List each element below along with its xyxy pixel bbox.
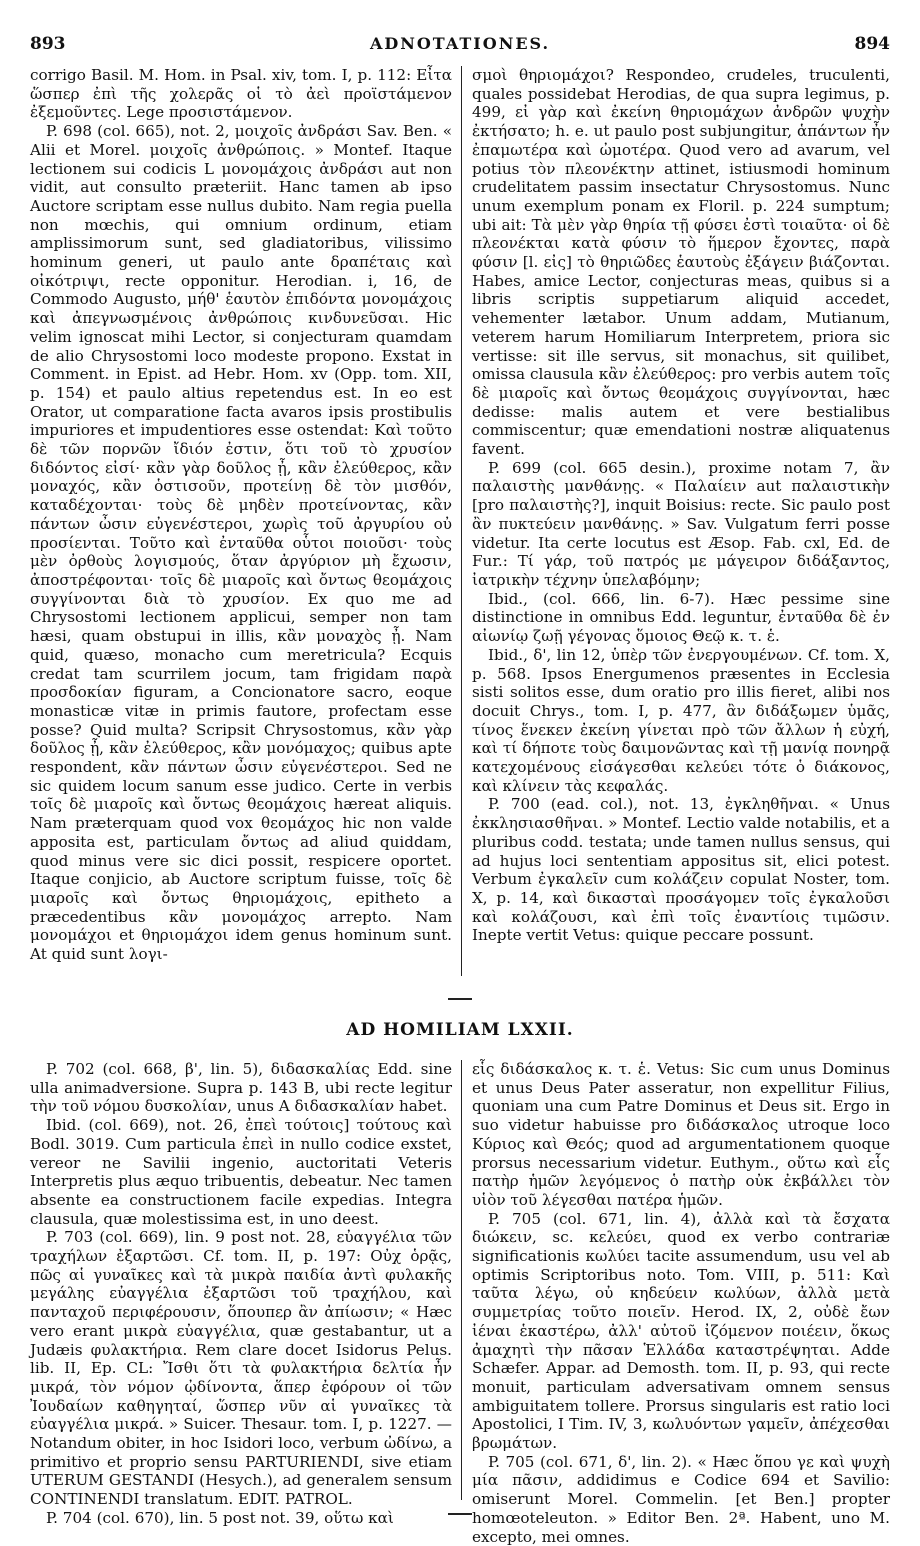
paragraph: P. 700 (ead. col.), not. 13, ἐγκληθῆναι. « Unus ἐκκλησιασθῆναι. » Montef. Lectio valde notabilis, et a pluribus codd. testata; unde tamen nullus sensus, qui ad hujus loci sententiam appositus sit, elici potest. Verbum ἐγκαλεῖν cum κολάζειν copulat Noster, tom. X, p. 14, καὶ δικασταὶ προσάγομεν τοῖς ἐγκαλοῦσι καὶ κολάζουσι, καὶ ἐπὶ τοῖς ἐναντίοις τιμῶσιν. Inepte vertit Vetus: quique peccare possunt. bbox=[472, 795, 890, 945]
paragraph: P. 699 (col. 665 desin.), proxime notam 7, ἂν παλαιστὴς μανθάνῃς. « Παλαίειν aut παλαιστικὴν [pro παλαιστὴς?], inquit Boisius: recte. Sic paulo post ἂν πυκτεύειν μανθάνῃς. » Sav. Vulgatum ferri posse videtur. Ita certe locutus est Æsop. Fab. cxl, Ed. de Fur.: Τί γάρ, τοῦ πατρός με μάγειρον διδάξαντος, ἰατρικὴν τέχνην ὑπελαβόμην; bbox=[472, 458, 890, 589]
paragraph: σμοὶ θηριομάχοι? Respondeo, crudeles, truculenti, quales possidebat Herodias, de qua supra legimus, p. 499, εἰ γὰρ καὶ ἐκείνη θηριομάχων ἀνδρῶν ψυχὴν ἐκτήσατο; h. e. ut paulo post subjungitur, ἁπάντων ἦν ἐπαμωτέρα καὶ ὠμοτέρα. Quod vero ad avarum, vel potius τὸν πλεονέκτην attinet, istiusmodi hominum crudelitatem passim insectatur Chrysostomus. Nunc unum exemplum ponam ex Floril. p. 224 sumptum; ubi ait: Τὰ μὲν γὰρ θηρία τῇ φύσει ἐστὶ τοιαῦτα· οἱ δὲ πλεονέκται κατὰ φύσιν τὸ ἥμερον ἔχοντες, παρὰ φύσιν [l. εἰς] τὸ θηριῶδες ἑαυτοὺς ἐξάγειν βιάζονται. Habes, amice Lector, conjecturas meas, quibus si a libris scriptis suppetiarum aliquid accedet, vehementer lætabor. Unum addam, Mutianum, veterem harum Homiliarum Interpretem, priora sic vertisse: sit ille servus, sit monachus, sit quilibet, omissa clausula κἂν ἐλεύθερος: pro verbis autem τοῖς δὲ μιαροῖς καὶ ὄντως θεομάχοις συγγίνονται, hæc dedisse: malis autem et vere bestialibus commiscentur; quæ emendationi nostræ aliquatenus favent. bbox=[472, 66, 890, 459]
paragraph: εἷς διδάσκαλος κ. τ. ἑ. Vetus: Sic cum unus Dominus et unus Deus Pater asseratur, non expellitur Filius, quoniam una cum Patre Dominus et Deus sit. Ergo in suo videtur habuisse pro διδάσκαλος utroque loco Κύριος καὶ Θεός; quod ad argumentationem quoque prorsus necessarium videtur. Euthym., οὕτω καὶ εἷς πατὴρ ἡμῶν λεγόμενος ὁ πατὴρ οὐκ ἐκβάλλει τὸν υἱὸν τοῦ λέγεσθαι πατέρα ἡμῶν. bbox=[472, 1060, 890, 1209]
paragraph: P. 702 (col. 668, β', lin. 5), διδασκαλίας Edd. sine ulla animadversione. Supra p. 143 B, ubi recte legitur τὴν τοῦ νόμου δυσκολίαν, unus A διδασκαλίαν habet. bbox=[30, 1060, 452, 1116]
running-title: ADNOTATIONES. bbox=[369, 34, 551, 53]
section-rule bbox=[448, 998, 472, 1000]
paragraph: corrigo Basil. M. Hom. in Psal. xiv, tom. I, p. 112: Εἶτα ὥσπερ ἐπὶ τῆς χολερᾶς οἱ τὸ ἀεὶ προϊστάμενον ἐξεμοῦντες. Lege προσιστάμενον. bbox=[30, 66, 452, 122]
paragraph: P. 705 (col. 671, lin. 4), ἀλλὰ καὶ τὰ ἔσχατα διώκειν, sc. κελεύει, quod ex verbo contrariæ significationis κωλύει tacite assumendum, usu vel ab optimis Scriptoribus noto. Tom. VIII, p. 511: Καὶ ταῦτα λέγω, οὐ κηδεύειν κωλύων, ἀλλὰ μετὰ συμμετρίας τοῦτο ποιεῖν. Herod. IX, 2, οὐδὲ ἔων ἰέναι ἑκαστέρω, ἀλλ' αὐτοῦ ἰζόμενον ποιέειν, ὅκως ἀμαχητὶ τὴν πᾶσαν Ἑλλάδα καταστρέψηται. Adde Schæfer. Appar. ad Demosth. tom. II, p. 93, qui recte monuit, particulam adversativam omnem sensus ambiguitatem tollere. Prorsus singularis est ratio loci Apostolici, I Tim. IV, 3, κωλυόντων γαμεῖν, ἀπέχεσθαι βρωμάτων. bbox=[472, 1209, 890, 1453]
paragraph: Ibid., δ', lin 12, ὑπὲρ τῶν ἐνεργουμένων. Cf. tom. X, p. 568. Ipsos Energumenos præsentes in Ecclesia sisti solitos esse, dum oratio pro illis fieret, alibi nos docuit Chrys., tom. I, p. 477, ἂν διδάξωμεν ὑμᾶς, τίνος ἕνεκεν ἐκείνη γίνεται πρὸ τῶν ἄλλων ἡ εὐχή, καὶ τί δήποτε τοὺς δαιμονῶντας καὶ τῇ μανίᾳ πονηρᾷ κατεχομένους εἰσάγεσθαι κελεύει τότε ὁ διάκονος, καὶ κλίνειν τὰς κεφαλάς. bbox=[472, 645, 890, 795]
paragraph: P. 704 (col. 670), lin. 5 post not. 39, οὕτω καὶ bbox=[46, 1508, 394, 1527]
paragraph: P. 705 (col. 671, δ', lin. 2). « Hæc ὅπου γε καὶ ψυχὴ μία πᾶσιν, addidimus e Codice 694 et Savilio: omiserunt Morel. Commelin. [et Ben.] propter homœoteleuton. » Editor Ben. 2ª. Habent, uno M. excepto, mei omnes. bbox=[472, 1452, 890, 1546]
column-bottom-right bbox=[472, 1060, 890, 1546]
page-number-left: 893 bbox=[30, 34, 66, 54]
end-rule bbox=[448, 1513, 472, 1515]
column-divider bbox=[461, 1060, 462, 1500]
paragraph: P. 698 (col. 665), not. 2, μοιχοῖς ἀνδράσι Sav. Ben. « Alii et Morel. μοιχοῖς ἀνθρώποις. » Montef. Itaque lectionem sui codicis L μονομάχοις ἀνδράσι aut non vidit, aut consulto præteriit. Hanc tamen ab ipso Auctore scriptam esse nullus dubito. Nam regia puella non mœchis, qui omnium ordinum, etiam amplissimorum sunt, sed gladiatoribus, vilissimo hominum generi, ut paulo ante δραπέταις καὶ οἰκότριψι, recte opponitur. Herodian. i, 16, de Commodo Augusto, μήθ' ἑαυτὸν ἐπιδόντα μονομάχοις καὶ ἀπεγνωσμένοις ἀνθρώποις κινδυνεῦσαι. Hic velim ignoscat mihi Lector, si conjecturam quamdam de alio Chrysostomi loco modeste propono. Exstat in Comment. in Epist. ad Hebr. Hom. xv (Opp. tom. XII, p. 154) et paulo altius repetendus est. In eo est Orator, ut comparatione facta avaros ipsis prostibulis impuriores et impudentiores esse ostendat: Καὶ τοῦτο δὲ τῶν πορνῶν ἴδιόν ἐστιν, ὅτι τοῦ τὸ χρυσίον διδόντος εἰσί· κἂν γὰρ δοῦλος ᾖ, κἂν ἐλεύθερος, κἂν μοναχός, κἂν ὁστισοῦν, προτείνῃ δὲ τὸν μισθόν, καταδέχονται· τοὺς δὲ μηδὲν προτείνοντας, κἂν πάντων ὦσιν εὐγενέστεροι, χωρὶς τοῦ ἀργυρίου οὐ προσίενται. Τοῦτο καὶ ἐνταῦθα οὗτοι ποιοῦσι· τοὺς μὲν ὀρθοὺς λογισμούς, ὅταν ἀργύριον μὴ ἔχωσιν, ἀποστρέφονται· τοῖς δὲ μιαροῖς καὶ ὄντως θεομάχοις συγγίνονται διὰ τὸ χρυσίον. Ex quo me ad Chrysostomi lectionem applicui, semper non tam hæsi, quam obstupui in illis, κἂν μοναχὸς ᾖ. Nam quid, quæso, monacho cum meretricula? Ecquis credat tam scurrilem jocum, tam frigidam παρὰ προσδοκίαν figuram, a Concionatore sacro, eoque monasticæ vitæ in primis fautore, profectam esse posse? Quid multa? Scripsit Chrysostomus, κἂν γὰρ δοῦλος ᾖ, κἂν ἐλεύθερος, κἂν μονόμαχος; quibus apte respondent, κἂν πάντων ὦσιν εὐγενέστεροι. Sed ne sic quidem locum sanum esse judico. Certe in verbis τοῖς δὲ μιαροῖς καὶ ὄντως θεομάχοις hæreat aliquis. Nam præterquam quod vox θεομάχος hic non valde apposita est, particulam ὄντως ad aliud quiddam, quod minus vere sic dici possit, respicere oportet. Itaque conjicio, ab Auctore scriptum fuisse, τοῖς δὲ μιαροῖς καὶ ὄντως θηριομάχοις, epitheto a præcedentibus κἂν μονομάχος arrepto. Nam μονομάχοι et θηριομάχοι idem genus hominum sunt. At quid sunt λογι- bbox=[30, 122, 452, 964]
paragraph: P. 703 (col. 669), lin. 9 post not. 28, εὐαγγέλια τῶν τραχήλων ἐξαρτῶσι. Cf. tom. II, p. 197: Οὐχ ὁρᾷς, πῶς αἱ γυναῖκες καὶ τὰ μικρὰ παιδία ἀντὶ φυλακῆς μεγάλης εὐαγγέλια ἐξαρτῶσι τοῦ τραχήλου, καὶ πανταχοῦ περιφέρουσιν, ὅπουπερ ἂν ἀπίωσιν; « Hæc vero erant μικρὰ εὐαγγέλια, quæ gestabantur, ut a Judæis φυλακτήρια. Rem clare docet Isidorus Pelus. lib. II, Ep. CL: Ἴσθι ὅτι τὰ φυλακτήρια δελτία ἦν μικρά, τὸν νόμον ᾠδίνοντα, ἅπερ ἐφόρουν οἱ τῶν Ἰουδαίων καθηγηταί, ὥσπερ νῦν αἱ γυναῖκες τὰ εὐαγγέλια μικρά. » Suicer. Thesaur. tom. I, p. 1227. — Notandum obiter, in hoc Isidori loco, verbum ὠδίνω, a primitivo et proprio sensu PARTURIENDI, sive etiam UTERUM GESTANDI (Hesych.), ad generalem sensum CONTINENDI translatum. EDIT. PATROL. bbox=[30, 1228, 452, 1509]
paragraph: Ibid. (col. 669), not. 26, ἐπεὶ τούτοις] τούτους καὶ Bodl. 3019. Cum particula ἐπεὶ in nullo codice exstet, vereor ne Savilii ingenio, auctoritati Veteris Interpretis plus æquo tribuentis, debeatur. Nec tamen absente ea constructionem facile expedias. Integra clausula, quæ molestissima est, in uno deest. bbox=[30, 1116, 452, 1228]
column-top-left bbox=[30, 66, 452, 978]
page-number-right: 894 bbox=[854, 34, 890, 54]
column-divider bbox=[461, 66, 462, 976]
paragraph: Ibid., (col. 666, lin. 6-7). Hæc pessime sine distinctione in omnibus Edd. leguntur, ἐνταῦθα δὲ ἐν αἰωνίῳ ζωῇ γέγονας ὅμοιος Θεῷ κ. τ. ἑ. bbox=[472, 589, 890, 646]
column-top-right bbox=[472, 66, 890, 978]
section-heading: AD HOMILIAM LXXII. bbox=[346, 1020, 574, 1040]
page-header bbox=[30, 34, 890, 58]
column-bottom-left bbox=[30, 1060, 452, 1527]
